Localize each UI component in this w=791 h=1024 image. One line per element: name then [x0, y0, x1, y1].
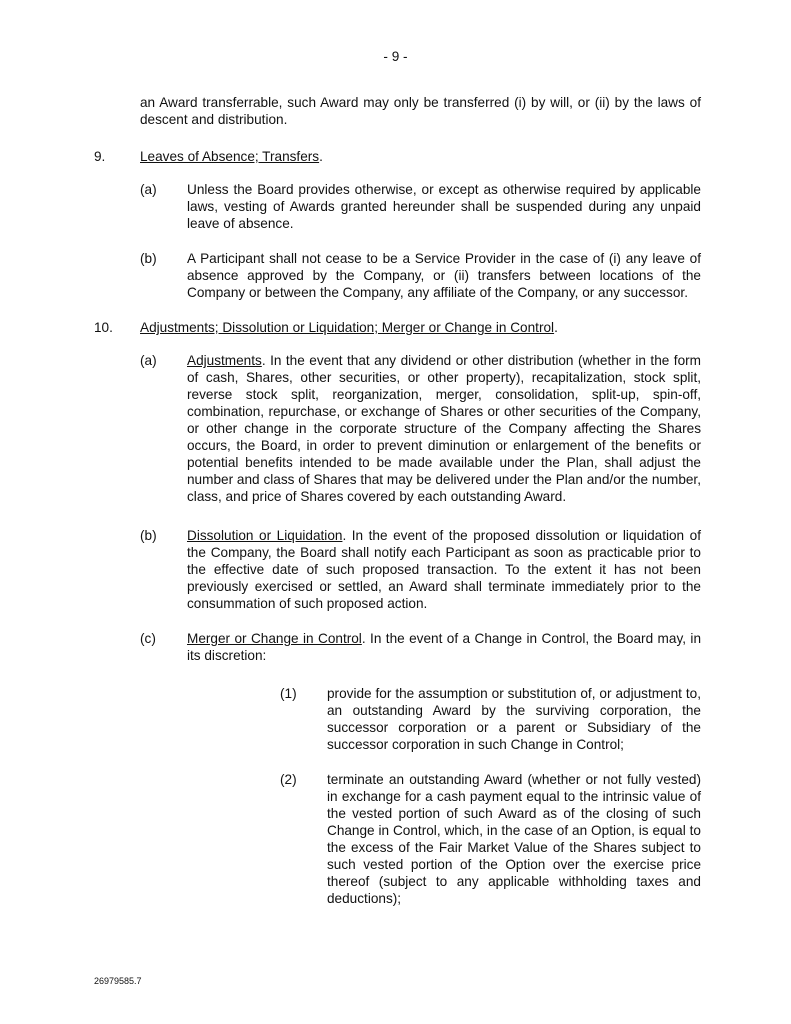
s10-c-title: Merger or Change in Control — [187, 631, 362, 646]
s10-c-item-1-text: provide for the assumption or substitution of, or adjustment to, an outstanding Award by the surviving corporation, the successor corporation or a parent or Subsidiary of the successor corporation in such Change in Control; — [327, 686, 701, 752]
section-9-heading-text: Leaves of Absence; Transfers — [140, 149, 320, 164]
s10-a-body: . In the event that any dividend or other distribution (whether in the form of cash, Shares, other securities, or other property), recapitalization, stock split, reverse stock split, reorganization, merger, consolidation, split-up, spin-off, combination, repurchase, or exchange of Shares or other securities of the Company, or other change in the corporate structure of the Company affecting the Shares occurs, the Board, in order to prevent diminution or enlargement of the benefits or potential benefits intended to be made available under the Plan, shall adjust the number and class of Shares that may be delivered under the Plan and/or the number, class, and price of Shares covered by each outstanding Award. — [187, 353, 701, 504]
s10-c-item-2-label: (2) — [280, 772, 297, 787]
s10-c-body: . In the event of a Change in Control, the Board may, in its discretion: — [187, 631, 701, 663]
section-9-heading-period: . — [319, 149, 323, 164]
s10-b-title: Dissolution or Liquidation — [187, 528, 343, 543]
continuation-paragraph: an Award transferrable, such Award may only be transferred (i) by will, or (ii) by the laws of descent and distribution. — [140, 95, 701, 127]
s10-a-title: Adjustments — [187, 353, 262, 368]
s10-b-label: (b) — [140, 528, 157, 543]
s10-b-text — [187, 527, 701, 612]
s9-a-text: Unless the Board provides otherwise, or except as otherwise required by applicable laws, vesting of Awards granted hereunder shall be suspended during any unpaid leave of absence. — [187, 182, 701, 231]
document-id-footer: 26979585.7 — [94, 976, 142, 986]
s10-a-text — [187, 352, 701, 505]
section-9-heading — [140, 148, 701, 165]
s10-b-body: . In the event of the proposed dissolution or liquidation of the Company, the Board shall notify each Participant as soon as practicable prior to the effective date of such proposed transaction. To the extent it has not been previously exercised or settled, an Award shall terminate immediately prior to the consummation of such proposed action. — [187, 528, 701, 611]
s9-a-label: (a) — [140, 182, 157, 197]
s10-c-text — [187, 630, 701, 664]
s9-b-label: (b) — [140, 251, 157, 266]
s10-c-item-1-label: (1) — [280, 686, 297, 701]
section-10-heading-text: Adjustments; Dissolution or Liquidation; Merger or Change in Control — [140, 320, 555, 335]
s10-c-label: (c) — [140, 631, 156, 646]
s9-b-text: A Participant shall not cease to be a Service Provider in the case of (i) any leave of absence approved by the Company, or (ii) transfers between locations of the Company or between the Company, any affiliate of the Company, or any successor. — [187, 251, 701, 300]
s10-a-label: (a) — [140, 353, 157, 368]
page-number: - 9 - — [383, 49, 408, 64]
section-10-heading — [140, 319, 701, 336]
section-10-number: 10. — [94, 320, 113, 335]
section-10-heading-period: . — [554, 320, 558, 335]
section-9-number: 9. — [94, 149, 106, 164]
s10-c-item-2-text: terminate an outstanding Award (whether or not fully vested) in exchange for a cash payment equal to the intrinsic value of the vested portion of such Award as of the closing of such Change in Control, which, in the case of an Option, is equal to the excess of the Fair Market Value of the Shares subject to such vested portion of the Option over the exercise price thereof (subject to any applicable withholding taxes and deductions); — [327, 772, 701, 906]
